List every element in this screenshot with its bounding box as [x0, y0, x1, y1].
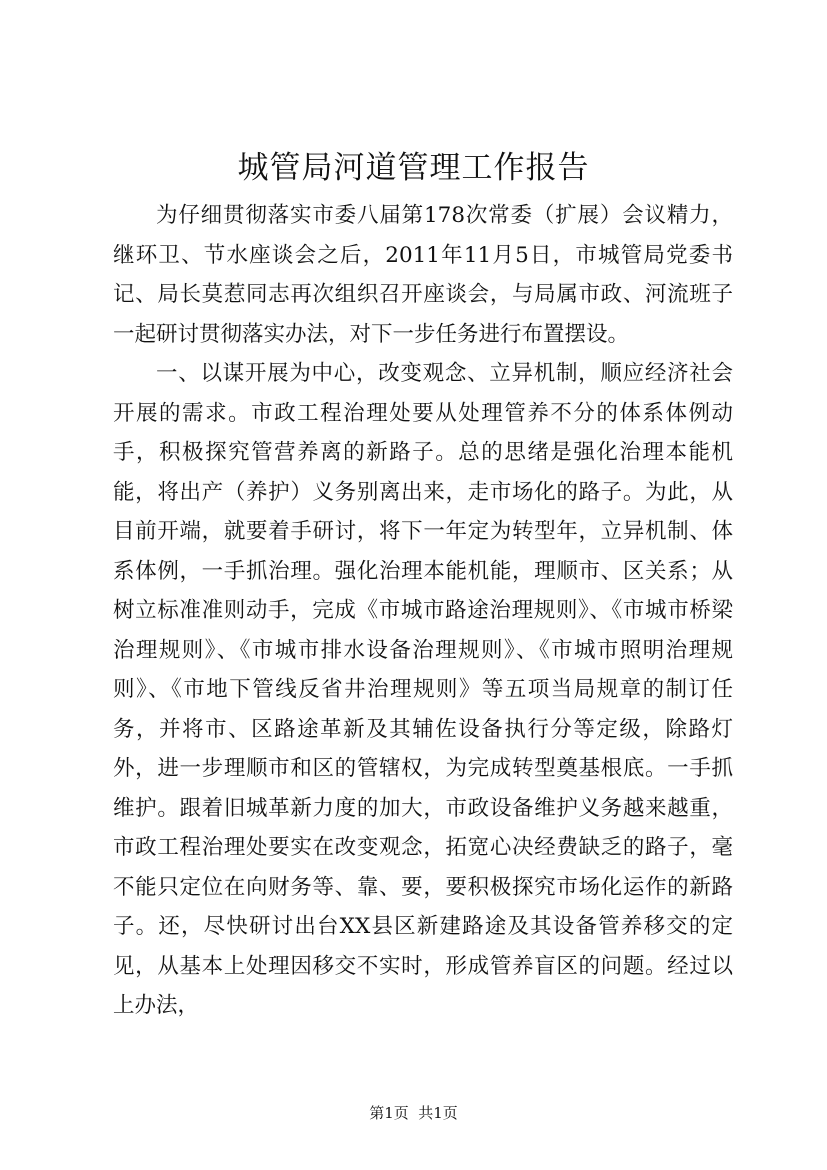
paragraph-1: 为仔细贯彻落实市委八届第178次常委（扩展）会议精力，继环卫、节水座谈会之后，2011年11月5日，市城管局党委书记、局长莫惹同志再次组织召开座谈会，与局属市政、河流班子一起研讨贯彻落实办法，对下一步任务进行布置摆设。 [113, 203, 733, 347]
document-title: 城管局河道管理工作报告 [237, 150, 590, 186]
page-number: 第1页 共1页 [369, 1104, 458, 1122]
paragraph-2: 一、以谋开展为中心，改变观念、立异机制，顺应经济社会开展的需求。市政工程治理处要从处理管养不分的体系体例动手，积极探究管营养离的新路子。总的思绪是强化治理本能机能，将出产（养护）义务别离出来，走市场化的路子。为此，从目前开端，就要着手研讨，将下一年定为转型年，立异机制、体系体例，一手抓治理。强化治理本能机能，理顺市、区关系；从树立标准准则动手，完成《市城市路途治理规则》、《市城市桥梁治理规则》、《市城市排水设备治理规则》、《市城市照明治理规则》、《市地下管线反省井治理规则》等五项当局规章的制订任务，并将市、区路途革新及其辅佐设备执行分等定级，除路灯外，进一步理顺市和区的管辖权，为完成转型奠基根底。一手抓维护。跟着旧城革新力度的加大，市政设备维护义务越来越重，市政工程治理处要实在改变观念，拓宽心决经费缺乏的路子，毫不能只定位在向财务等、靠、要，要积极探究市场化运作的新路子。还，尽快研讨出台XX县区新建路途及其设备管养移交的定见，从基本上处理因移交不实时，形成管养盲区的问题。经过以上办法， [113, 361, 733, 1018]
document-body [113, 196, 733, 1026]
page-footer [0, 1103, 827, 1123]
